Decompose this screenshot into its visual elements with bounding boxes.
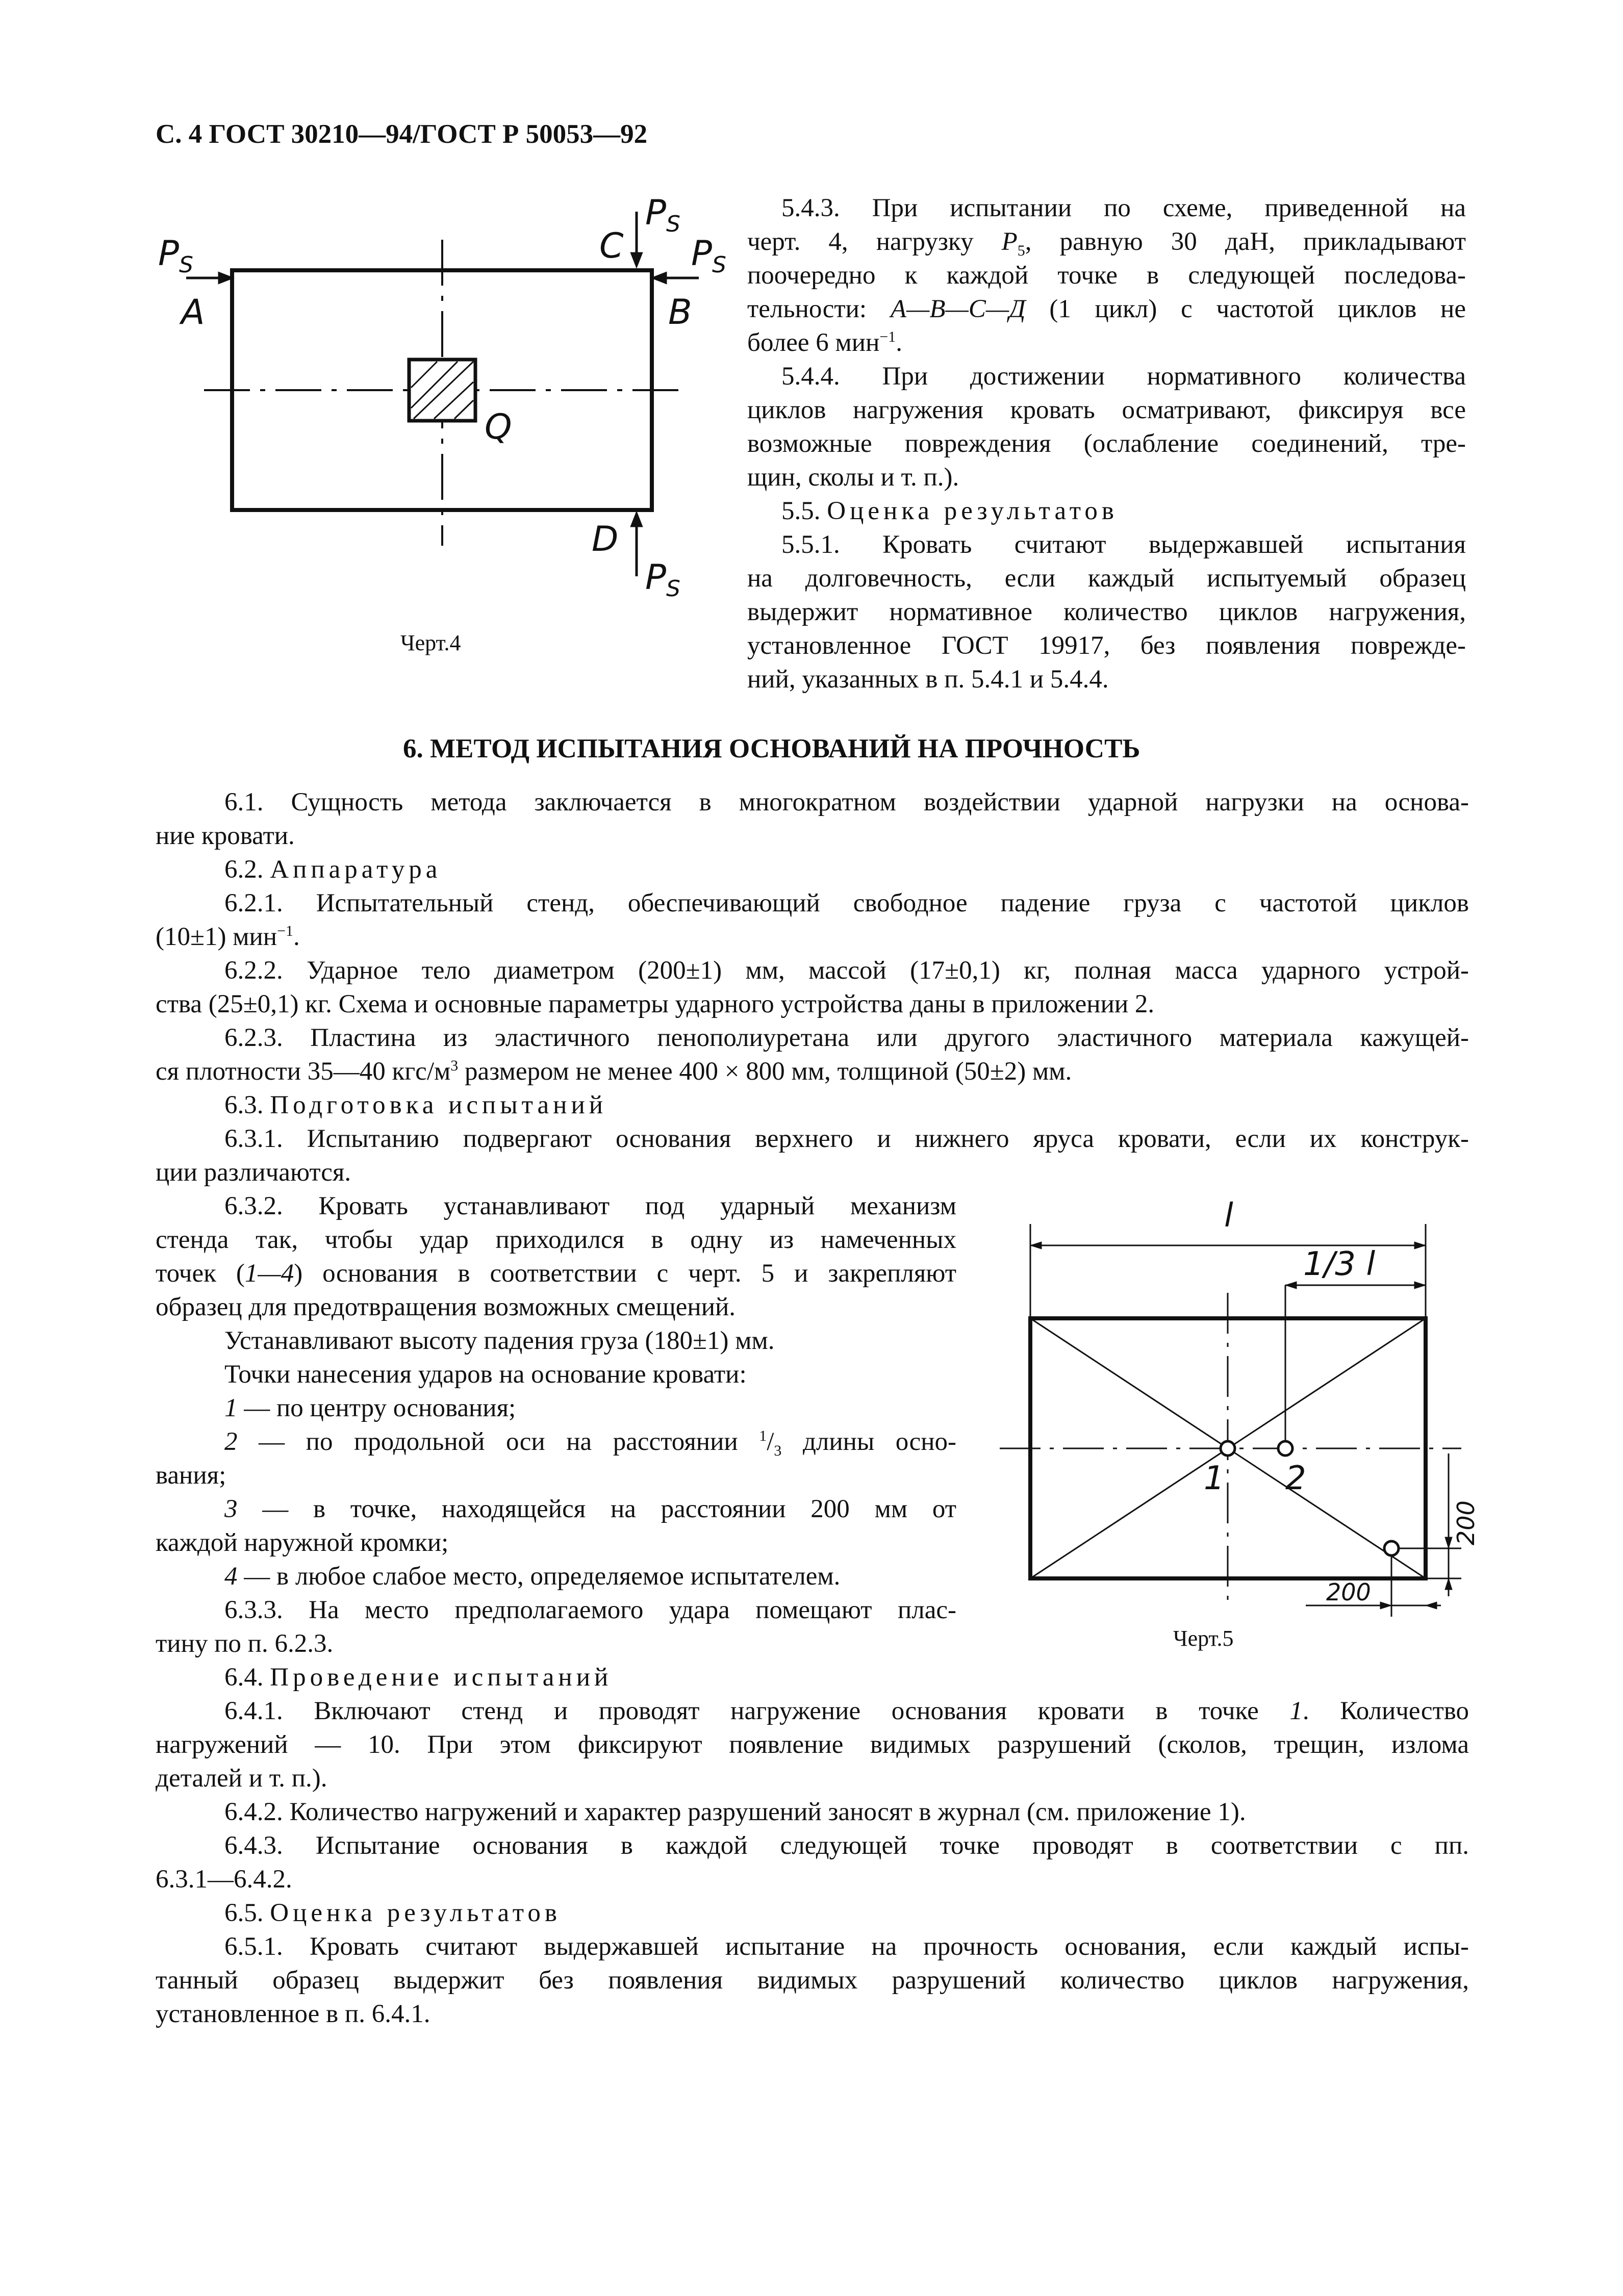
label-p-top: $P_S$: [645, 194, 680, 237]
label-a: A: [181, 292, 205, 333]
subsection-heading-6-5: 6.5. Оценка результатов: [224, 1899, 561, 1927]
text-line: щин, сколы и т. п.).: [747, 463, 959, 492]
text-line: циклов нагружения кровать осматривают, фиксируя все: [747, 396, 1466, 424]
text-line: стенда так, чтобы удар приходился в одну из намеченных: [156, 1226, 956, 1254]
label-third-l: 1/3 l: [1303, 1245, 1376, 1283]
text-line: деталей и т. п.).: [156, 1764, 327, 1793]
text-line: 1 — по центру основания;: [224, 1394, 516, 1422]
label-p-bottom: $P_S$: [645, 557, 680, 602]
text-line: 6.3.1—6.4.2.: [156, 1865, 292, 1894]
label-dim-200-h: 200: [1326, 1578, 1371, 1606]
label-point-1: 1: [1204, 1460, 1225, 1497]
text-line: установленное в п. 6.4.1.: [156, 2000, 430, 2028]
text-line: 6.3.3. На место предполагаемого удара помещают плас-: [224, 1596, 956, 1624]
text-line: ние кровати.: [156, 822, 295, 850]
label-c: C: [599, 226, 624, 266]
text-line: более 6 мин$^{-1}$.: [747, 328, 903, 357]
impact-point-1: [1221, 1441, 1235, 1456]
text-line: точек (1—4) основания в соответствии с черт. 5 и закрепляют: [156, 1259, 956, 1288]
section-6-title: 6. МЕТОД ИСПЫТАНИЯ ОСНОВАНИЙ НА ПРОЧНОСТЬ: [403, 734, 1140, 763]
page-header: С. 4 ГОСТ 30210—94/ГОСТ Р 50053—92: [156, 119, 648, 149]
text-line: 6.2.2. Ударное тело диаметром (200±1) мм, массой (17±0,1) кг, полная масса ударного устрой-: [224, 956, 1469, 985]
label-q: Q: [485, 407, 512, 447]
text-line: Устанавливают высоту падения груза (180±1) мм.: [224, 1326, 775, 1355]
text-line: тельности: А—В—С—Д (1 цикл) с частотой циклов не: [747, 295, 1466, 323]
label-p-left: $P_S$: [158, 234, 193, 278]
text-line: каждой наружной кромки;: [156, 1528, 449, 1557]
figure-5-caption: Черт.5: [1173, 1626, 1234, 1651]
text-line: (10±1) мин$^{-1}$.: [156, 923, 300, 951]
label-p-right: $P_S$: [691, 234, 726, 278]
text-line: установленное ГОСТ 19917, без появления поврежде-: [747, 631, 1466, 660]
text-line: ства (25±0,1) кг. Схема и основные параметры ударного устройства даны в приложении 2.: [156, 990, 1155, 1018]
text-line: 6.2.1. Испытательный стенд, обеспечивающий свободное падение груза с частотой циклов: [224, 889, 1469, 917]
text-line: 6.3.1. Испытанию подвергают основания верхнего и нижнего яруса кровати, если их конструк-: [224, 1125, 1469, 1153]
text-line: 5.5.1. Кровать считают выдержавшей испытания: [781, 530, 1466, 559]
figure-4-drawing: [148, 194, 750, 612]
text-line: ся плотности 35—40 кгс/$м^3$ размером не менее 400 × 800 мм, толщиной (50±2) мм.: [156, 1057, 1072, 1086]
label-point-2: 2: [1285, 1460, 1306, 1497]
text-line: 2 — по продольной оси на расстоянии $^1/_3$ длины осно-: [224, 1427, 956, 1460]
label-dim-200-v: 200: [1452, 1500, 1480, 1545]
text-line: нагружений — 10. При этом фиксируют появление видимых разрушений (сколов, трещин, излома: [156, 1730, 1469, 1759]
load-arrow-b: [654, 273, 699, 283]
impact-point-2: [1278, 1441, 1292, 1456]
text-line: 6.1. Сущность метода заключается в многократном воздействии ударной нагрузки на основа-: [224, 788, 1469, 817]
figure-4-caption: Черт.4: [400, 630, 461, 655]
impact-point-3: [1384, 1541, 1399, 1555]
text-line: образец для предотвращения возможных смещений.: [156, 1293, 736, 1321]
text-line: Точки нанесения ударов на основание кровати:: [224, 1360, 747, 1389]
text-line: ний, указанных в п. 5.4.1 и 5.4.4.: [747, 665, 1109, 694]
text-line: 3 — в точке, находящейся на расстоянии 200 мм от: [224, 1495, 956, 1523]
text-line: 6.4.2. Количество нагружений и характер разрушений заносят в журнал (см. приложение 1).: [224, 1798, 1246, 1826]
subsection-heading-6-3: 6.3. Подготовка испытаний: [224, 1091, 607, 1119]
subsection-heading-6-2: 6.2. Аппаратура: [224, 855, 442, 884]
text-line: танный образец выдержит без появления видимых разрушений количество циклов нагружения,: [156, 1966, 1469, 1995]
subsection-heading-5-5: 5.5. Оценка результатов: [781, 497, 1118, 525]
load-arrow-d: [632, 514, 641, 576]
text-line: ции различаются.: [156, 1158, 351, 1187]
text-line: вания;: [156, 1461, 226, 1490]
text-line: выдержит нормативное количество циклов нагружения,: [747, 598, 1466, 626]
text-line: 4 — в любое слабое место, определяемое испытателем.: [224, 1562, 841, 1591]
text-line: 5.4.4. При достижении нормативного количества: [781, 362, 1466, 391]
subsection-heading-6-4: 6.4. Проведение испытаний: [224, 1663, 613, 1692]
text-line: возможные повреждения (ослабление соединений, тре-: [747, 429, 1466, 458]
text-line: черт. 4, нагрузку $P_5$, равную 30 даН, прикладывают: [747, 227, 1466, 260]
text-line: 6.3.2. Кровать устанавливают под ударный механизм: [224, 1192, 956, 1220]
text-line: 6.4.1. Включают стенд и проводят нагружение основания кровати в точке 1. Количество: [224, 1697, 1469, 1725]
text-line: 6.2.3. Пластина из эластичного пенополиуретана или другого эластичного материала кажущей-: [224, 1024, 1469, 1052]
label-l: l: [1224, 1197, 1233, 1235]
text-line: 6.5.1. Кровать считают выдержавшей испытание на прочность основания, если каждый испы-: [224, 1932, 1469, 1961]
load-arrow-c: [632, 212, 641, 265]
text-line: поочередно к каждой точке в следующей последова-: [747, 261, 1466, 290]
text-line: 6.4.3. Испытание основания в каждой следующей точке проводят в соответствии с пп.: [224, 1831, 1469, 1860]
label-b: B: [668, 292, 692, 333]
text-line: на долговечность, если каждый испытуемый образец: [747, 564, 1466, 593]
label-d: D: [592, 519, 619, 559]
figure-5-drawing: [1000, 1188, 1484, 1617]
text-line: 5.4.3. При испытании по схеме, приведенной на: [781, 194, 1466, 222]
text-line: тину по п. 6.2.3.: [156, 1629, 334, 1658]
